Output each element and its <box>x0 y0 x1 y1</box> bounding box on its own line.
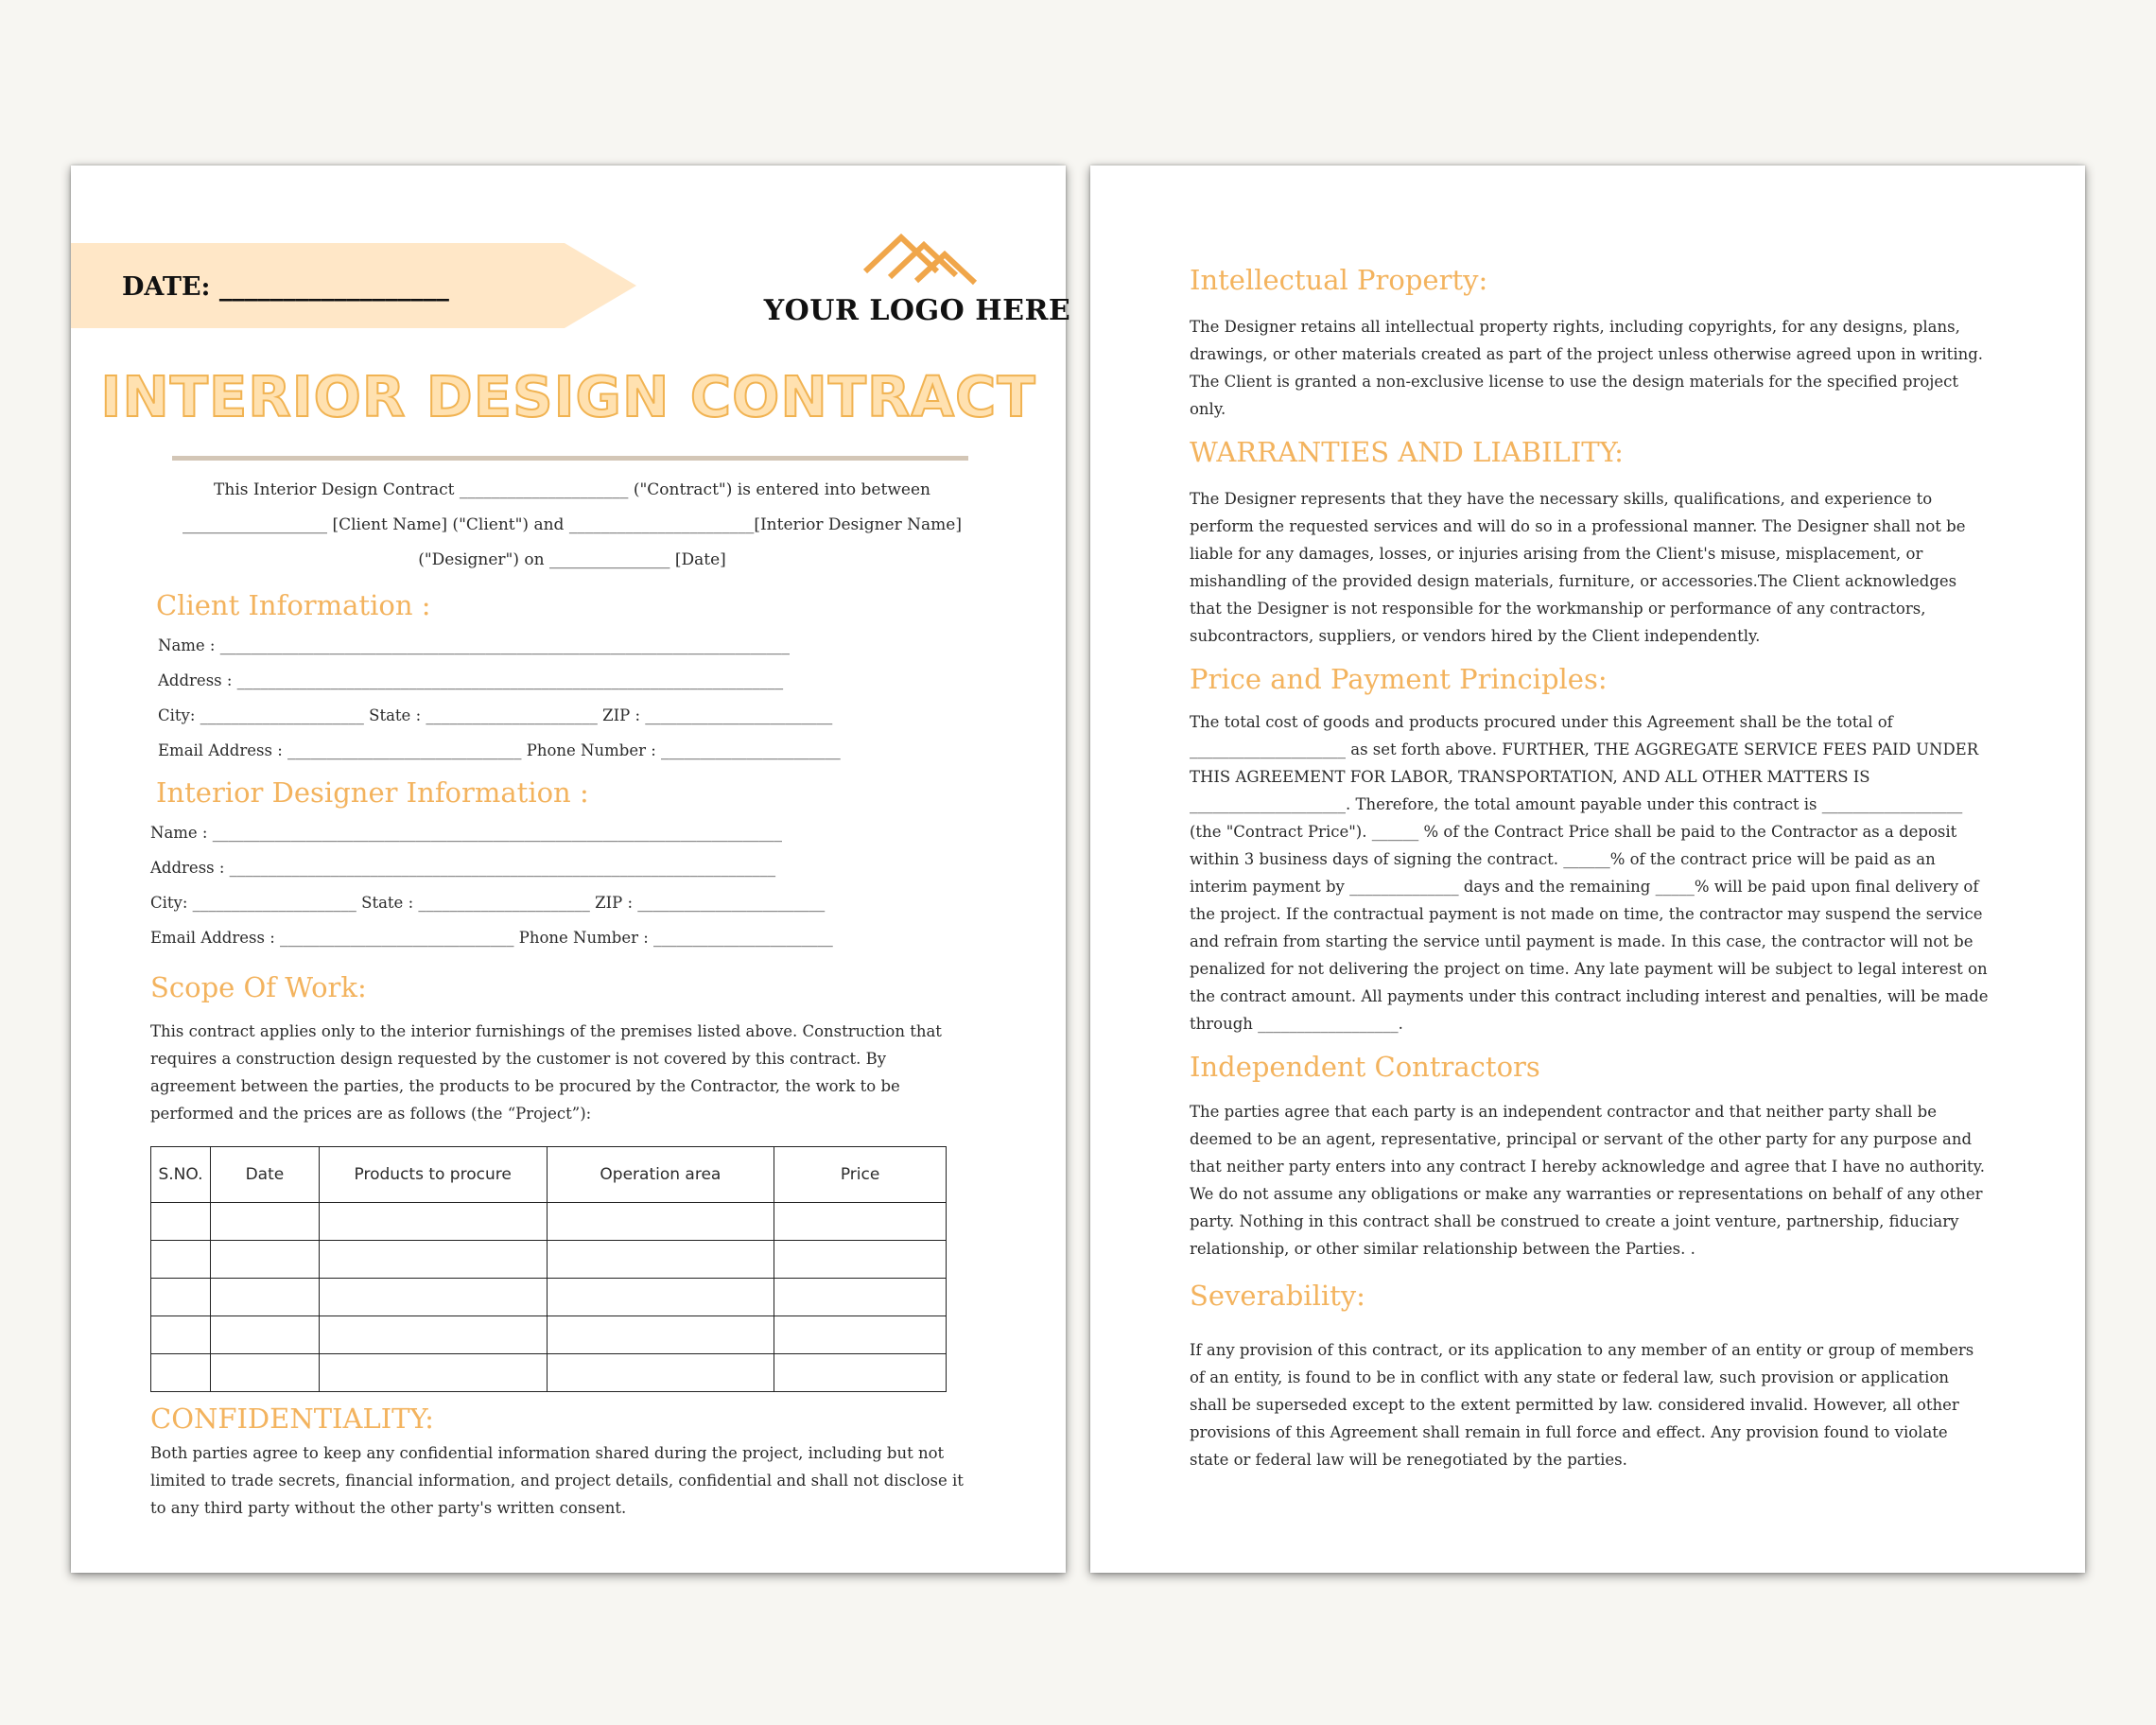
warranties-heading: WARRANTIES AND LIABILITY: <box>1190 436 1624 468</box>
price-heading: Price and Payment Principles: <box>1190 663 1608 695</box>
designer-name-field[interactable]: Name : _________________________________________________________________________ <box>150 824 782 842</box>
ip-heading: Intellectual Property: <box>1190 264 1488 296</box>
contract-page-2 <box>1090 166 2085 1573</box>
independent-contractors-heading: Independent Contractors <box>1190 1051 1540 1083</box>
col-header-date: Date <box>210 1147 319 1203</box>
table-cell[interactable] <box>774 1203 947 1241</box>
col-header-products: Products to procure <box>319 1147 547 1203</box>
table-cell[interactable] <box>319 1316 547 1354</box>
table-row <box>151 1279 947 1316</box>
table-cell[interactable] <box>319 1241 547 1279</box>
designer-info-heading: Interior Designer Information : <box>156 776 589 809</box>
table-cell[interactable] <box>319 1354 547 1392</box>
table-cell[interactable] <box>151 1241 211 1279</box>
table-cell[interactable] <box>774 1241 947 1279</box>
table-row <box>151 1354 947 1392</box>
designer-email-phone-row[interactable]: Email Address : ______________________________ Phone Number : _______________________ <box>150 929 833 947</box>
mountain-logo-icon <box>861 230 981 287</box>
title-divider <box>172 456 968 461</box>
designer-city-state-zip-row[interactable]: City: _____________________ State : ______________________ ZIP : ________________________ <box>150 894 826 912</box>
table-cell[interactable] <box>210 1316 319 1354</box>
client-email-phone-row[interactable]: Email Address : ______________________________ Phone Number : _______________________ <box>158 741 841 759</box>
severability-heading: Severability: <box>1190 1280 1365 1312</box>
confidentiality-paragraph: Both parties agree to keep any confidential information shared during the project, including but not limited to trade secrets, financial information, and project details, confidential and shall not disclose it to any third party without the other party's written consent. <box>150 1444 964 1517</box>
col-header-sno: S.NO. <box>151 1147 211 1203</box>
table-cell[interactable] <box>547 1279 774 1316</box>
warranties-paragraph: The Designer represents that they have the necessary skills, qualifications, and experience to perform the requested services and will do so in a professional manner. The Designer shall not be liable for any damages, losses, or injuries arising from the Client's misuse, misplacement, or mishandling of the provided design materials, furniture, or accessories.The Client acknowledges that the Designer is not responsible for the workmanship or performance of any contractors, subcontractors, suppliers, or vendors hired by the Client independently. <box>1190 490 1966 645</box>
table-cell[interactable] <box>151 1279 211 1316</box>
confidentiality-heading: CONFIDENTIALITY: <box>150 1403 434 1435</box>
client-name-field[interactable]: Name : _________________________________________________________________________ <box>158 636 790 654</box>
table-cell[interactable] <box>774 1354 947 1392</box>
scope-paragraph: This contract applies only to the interior furnishings of the premises listed above. Construction that requires a construction design requested by the customer is not covered by this contract. By agreement between the parties, the products to be procured by the Contractor, the work to be performed and the prices are as follows (the “Project”): <box>150 1022 942 1123</box>
table-cell[interactable] <box>210 1203 319 1241</box>
col-header-price: Price <box>774 1147 947 1203</box>
table-cell[interactable] <box>774 1279 947 1316</box>
date-banner-arrow <box>565 243 636 328</box>
table-cell[interactable] <box>151 1354 211 1392</box>
table-header-row <box>151 1147 947 1203</box>
table-cell[interactable] <box>151 1316 211 1354</box>
project-table <box>150 1146 947 1392</box>
col-header-operation-area: Operation area <box>547 1147 774 1203</box>
table-cell[interactable] <box>319 1279 547 1316</box>
ip-paragraph: The Designer retains all intellectual property rights, including copyrights, for any designs, plans, drawings, or other materials created as part of the project unless otherwise agreed upon in writing. The Client is granted a non-exclusive license to use the design materials for the specified project only. <box>1190 318 1984 418</box>
price-paragraph: The total cost of goods and products procured under this Agreement shall be the total of ____________________ as set forth above. FURTHER, THE AGGREGATE SERVICE FEES PAID UNDER THIS AGREEMENT FOR LABOR, TRANSPORTATION, AND ALL OTHER MATTERS IS ____________________. Therefore, the total amount payable under this contract is __________________ (the "Contract Price"). ______ % of the Contract Price shall be paid to the Contractor as a deposit within 3 business days of signing the contract. ______% of the contract price will be paid as an interim payment by ______________ days and the remaining _____% will be paid upon final delivery of the project. If the contractual payment is not made on time, the contractor may suspend the service and refrain from starting the service until payment is made. In this case, the contractor will not be penalized for not delivering the project on time. Any late payment will be subject to legal interest on the contract amount. All payments under this contract including interest and penalties, will be made through __________________. <box>1190 713 1989 1033</box>
severability-paragraph: If any provision of this contract, or its application to any member of an entity or group of members of an entity, is found to be in conflict with any state or federal law, such provision or application shall be superseded except to the extent permitted by law. considered invalid. However, all other provisions of this Agreement shall remain in full force and effect. Any provision found to violate state or federal law will be renegotiated by the parties. <box>1190 1341 1974 1469</box>
intro-paragraph: This Interior Design Contract _____________________ ("Contract") is entered into between __________________ [Client Name] ("Client") and _______________________[Interior Designer Name] ("Designer") on _______________ [Date] <box>183 480 962 569</box>
contract-page-1 <box>71 166 1071 1573</box>
table-cell[interactable] <box>210 1241 319 1279</box>
designer-address-field[interactable]: Address : ______________________________________________________________________ <box>150 859 776 877</box>
scope-heading: Scope Of Work: <box>150 971 367 1003</box>
client-address-field[interactable]: Address : ______________________________________________________________________ <box>158 671 784 689</box>
client-info-heading: Client Information : <box>156 589 431 621</box>
table-cell[interactable] <box>210 1279 319 1316</box>
table-row <box>151 1316 947 1354</box>
table-row <box>151 1203 947 1241</box>
table-cell[interactable] <box>210 1354 319 1392</box>
table-cell[interactable] <box>547 1203 774 1241</box>
page-title: INTERIOR DESIGN CONTRACT <box>100 364 1036 429</box>
logo-placeholder-text: YOUR LOGO HERE <box>763 294 1071 327</box>
table-row <box>151 1241 947 1279</box>
independent-contractors-paragraph: The parties agree that each party is an independent contractor and that neither party shall be deemed to be an agent, representative, principal or servant of the other party for any purpose and that neither party enters into any contract I hereby acknowledge and agree that I have no authority. We do not assume any obligations or make any warranties or representations on behalf of any other party. Nothing in this contract shall be construed to create a joint venture, partnership, fiduciary relationship, or other similar relationship between the Parties. . <box>1190 1103 1986 1258</box>
table-cell[interactable] <box>319 1203 547 1241</box>
table-cell[interactable] <box>547 1316 774 1354</box>
table-cell[interactable] <box>547 1354 774 1392</box>
date-field[interactable]: DATE: __________________ <box>122 272 449 302</box>
client-city-state-zip-row[interactable]: City: _____________________ State : ______________________ ZIP : ________________________ <box>158 706 833 724</box>
table-cell[interactable] <box>547 1241 774 1279</box>
table-cell[interactable] <box>774 1316 947 1354</box>
table-cell[interactable] <box>151 1203 211 1241</box>
